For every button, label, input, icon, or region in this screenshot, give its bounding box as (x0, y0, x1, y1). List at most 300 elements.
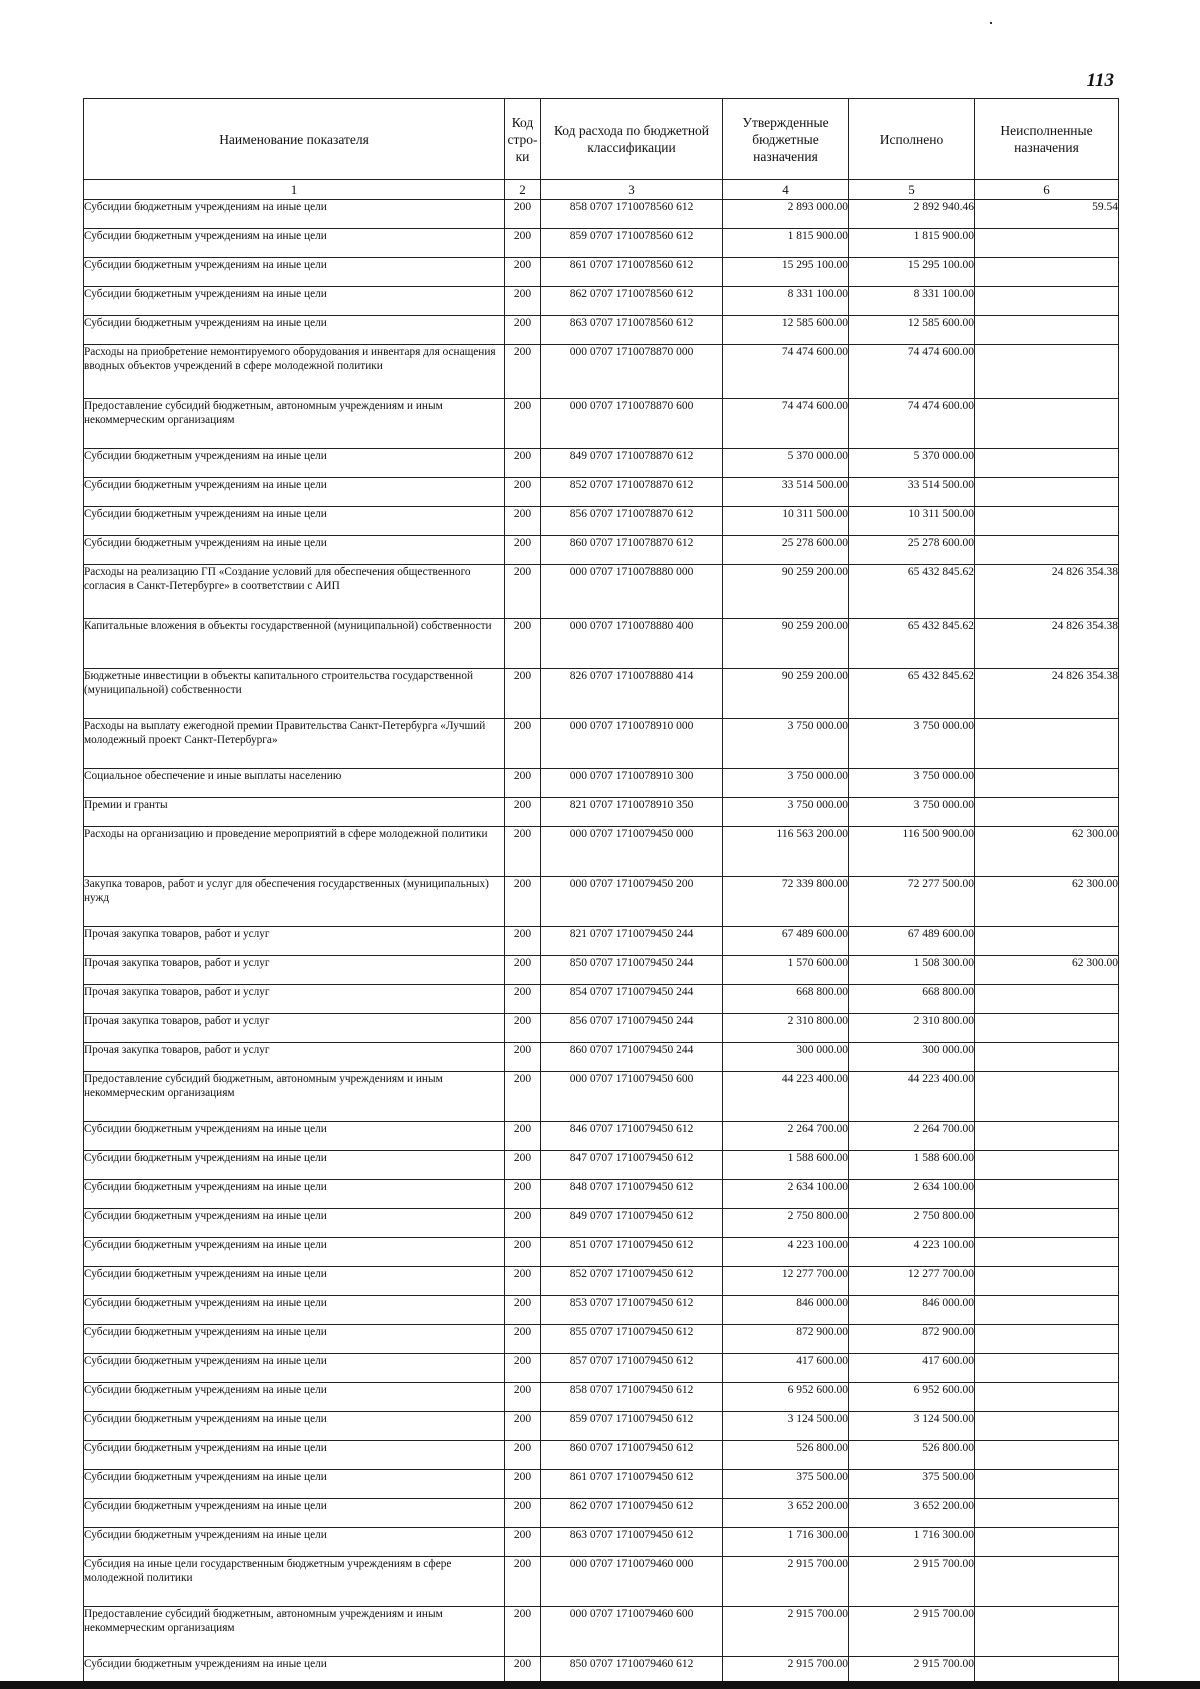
row-name-cell: Бюджетные инвестиции в объекты капитального строительства государственной (муниципальной) собственности (84, 669, 505, 719)
table-row (84, 927, 1119, 956)
row-executed-cell: 2 310 800.00 (849, 1014, 975, 1043)
row-budget-code-cell: 856 0707 1710079450 244 (541, 1014, 723, 1043)
row-line-code-cell: 200 (505, 1383, 541, 1412)
row-executed-cell: 3 750 000.00 (849, 769, 975, 798)
col-header-executed: Исполнено (849, 99, 975, 180)
row-unexecuted-cell (975, 1267, 1119, 1296)
row-unexecuted-cell (975, 985, 1119, 1014)
col-header-line-code: Код стро-ки (505, 99, 541, 180)
row-line-code-cell: 200 (505, 956, 541, 985)
row-approved-cell: 3 124 500.00 (723, 1412, 849, 1441)
row-unexecuted-cell (975, 287, 1119, 316)
budget-execution-table (83, 98, 1119, 1686)
row-line-code-cell: 200 (505, 1441, 541, 1470)
row-name-cell: Расходы на организацию и проведение мероприятий в сфере молодежной политики (84, 827, 505, 877)
row-approved-cell: 90 259 200.00 (723, 619, 849, 669)
row-unexecuted-cell (975, 1528, 1119, 1557)
table-row (84, 316, 1119, 345)
row-line-code-cell: 200 (505, 229, 541, 258)
table-row (84, 619, 1119, 669)
row-approved-cell: 12 277 700.00 (723, 1267, 849, 1296)
row-name-cell: Субсидии бюджетным учреждениям на иные цели (84, 478, 505, 507)
row-executed-cell: 375 500.00 (849, 1470, 975, 1499)
row-executed-cell: 2 264 700.00 (849, 1122, 975, 1151)
table-row (84, 1122, 1119, 1151)
table-row (84, 827, 1119, 877)
row-line-code-cell: 200 (505, 1209, 541, 1238)
col-header-approved: Утвержденные бюджетные назначения (723, 99, 849, 180)
row-line-code-cell: 200 (505, 1657, 541, 1686)
row-budget-code-cell: 854 0707 1710079450 244 (541, 985, 723, 1014)
table-row (84, 719, 1119, 769)
table-row (84, 536, 1119, 565)
row-executed-cell: 3 750 000.00 (849, 719, 975, 769)
table-row (84, 1412, 1119, 1441)
row-line-code-cell: 200 (505, 507, 541, 536)
table-row (84, 669, 1119, 719)
row-budget-code-cell: 000 0707 1710078880 000 (541, 565, 723, 619)
row-executed-cell: 3 652 200.00 (849, 1499, 975, 1528)
row-approved-cell: 116 563 200.00 (723, 827, 849, 877)
row-executed-cell: 1 815 900.00 (849, 229, 975, 258)
row-approved-cell: 44 223 400.00 (723, 1072, 849, 1122)
row-executed-cell: 6 952 600.00 (849, 1383, 975, 1412)
row-budget-code-cell: 000 0707 1710079460 000 (541, 1557, 723, 1607)
row-line-code-cell: 200 (505, 258, 541, 287)
row-budget-code-cell: 861 0707 1710079450 612 (541, 1470, 723, 1499)
table-row (84, 1383, 1119, 1412)
table-row (84, 1528, 1119, 1557)
row-line-code-cell: 200 (505, 1267, 541, 1296)
row-name-cell: Субсидии бюджетным учреждениям на иные цели (84, 1354, 505, 1383)
row-unexecuted-cell (975, 927, 1119, 956)
row-executed-cell: 65 432 845.62 (849, 669, 975, 719)
row-approved-cell: 4 223 100.00 (723, 1238, 849, 1267)
row-line-code-cell: 200 (505, 619, 541, 669)
row-approved-cell: 1 815 900.00 (723, 229, 849, 258)
col-header-budget-code: Код расхода по бюджетной классификации (541, 99, 723, 180)
row-budget-code-cell: 000 0707 1710078880 400 (541, 619, 723, 669)
row-unexecuted-cell (975, 1072, 1119, 1122)
table-row (84, 1607, 1119, 1657)
row-approved-cell: 2 310 800.00 (723, 1014, 849, 1043)
row-approved-cell: 10 311 500.00 (723, 507, 849, 536)
row-name-cell: Субсидии бюджетным учреждениям на иные цели (84, 1296, 505, 1325)
row-approved-cell: 67 489 600.00 (723, 927, 849, 956)
row-executed-cell: 2 892 940.46 (849, 200, 975, 229)
row-line-code-cell: 200 (505, 478, 541, 507)
row-name-cell: Субсидии бюджетным учреждениям на иные цели (84, 1528, 505, 1557)
row-budget-code-cell: 000 0707 1710079450 600 (541, 1072, 723, 1122)
row-line-code-cell: 200 (505, 449, 541, 478)
row-executed-cell: 5 370 000.00 (849, 449, 975, 478)
row-name-cell: Предоставление субсидий бюджетным, автономным учреждениям и иным некоммерческим организациям (84, 1072, 505, 1122)
row-unexecuted-cell (975, 536, 1119, 565)
row-budget-code-cell: 850 0707 1710079450 244 (541, 956, 723, 985)
col-number: 3 (541, 180, 723, 200)
row-budget-code-cell: 821 0707 1710078910 350 (541, 798, 723, 827)
row-unexecuted-cell (975, 1209, 1119, 1238)
row-unexecuted-cell: 62 300.00 (975, 956, 1119, 985)
row-executed-cell: 1 716 300.00 (849, 1528, 975, 1557)
row-unexecuted-cell: 62 300.00 (975, 877, 1119, 927)
row-executed-cell: 65 432 845.62 (849, 619, 975, 669)
table-row (84, 1296, 1119, 1325)
row-unexecuted-cell (975, 798, 1119, 827)
row-name-cell: Расходы на приобретение немонтируемого оборудования и инвентаря для оснащения вводных объектов учреждений в сфере молодежной политики (84, 345, 505, 399)
row-budget-code-cell: 821 0707 1710079450 244 (541, 927, 723, 956)
row-executed-cell: 4 223 100.00 (849, 1238, 975, 1267)
row-approved-cell: 846 000.00 (723, 1296, 849, 1325)
row-name-cell: Расходы на реализацию ГП «Создание условий для обеспечения общественного согласия в Санкт-Петербурге» в соответствии с АИП (84, 565, 505, 619)
row-name-cell: Субсидии бюджетным учреждениям на иные цели (84, 1412, 505, 1441)
row-budget-code-cell: 861 0707 1710078560 612 (541, 258, 723, 287)
table-row (84, 769, 1119, 798)
row-approved-cell: 2 915 700.00 (723, 1557, 849, 1607)
row-executed-cell: 872 900.00 (849, 1325, 975, 1354)
table-row (84, 877, 1119, 927)
row-name-cell: Прочая закупка товаров, работ и услуг (84, 1043, 505, 1072)
row-name-cell: Премии и гранты (84, 798, 505, 827)
row-name-cell: Прочая закупка товаров, работ и услуг (84, 956, 505, 985)
row-name-cell: Субсидии бюджетным учреждениям на иные цели (84, 536, 505, 565)
row-executed-cell: 2 634 100.00 (849, 1180, 975, 1209)
row-budget-code-cell: 847 0707 1710079450 612 (541, 1151, 723, 1180)
table-row (84, 1354, 1119, 1383)
row-approved-cell: 1 570 600.00 (723, 956, 849, 985)
row-approved-cell: 12 585 600.00 (723, 316, 849, 345)
row-budget-code-cell: 860 0707 1710078870 612 (541, 536, 723, 565)
row-budget-code-cell: 852 0707 1710079450 612 (541, 1267, 723, 1296)
row-unexecuted-cell (975, 316, 1119, 345)
row-approved-cell: 3 750 000.00 (723, 719, 849, 769)
row-line-code-cell: 200 (505, 1470, 541, 1499)
table-row (84, 1557, 1119, 1607)
row-approved-cell: 872 900.00 (723, 1325, 849, 1354)
row-name-cell: Субсидии бюджетным учреждениям на иные цели (84, 258, 505, 287)
row-executed-cell: 668 800.00 (849, 985, 975, 1014)
row-name-cell: Социальное обеспечение и иные выплаты населению (84, 769, 505, 798)
row-unexecuted-cell (975, 1238, 1119, 1267)
row-executed-cell: 300 000.00 (849, 1043, 975, 1072)
table-row (84, 1209, 1119, 1238)
row-budget-code-cell: 858 0707 1710079450 612 (541, 1383, 723, 1412)
row-approved-cell: 6 952 600.00 (723, 1383, 849, 1412)
row-line-code-cell: 200 (505, 1151, 541, 1180)
row-unexecuted-cell: 24 826 354.38 (975, 619, 1119, 669)
row-executed-cell: 116 500 900.00 (849, 827, 975, 877)
row-budget-code-cell: 863 0707 1710079450 612 (541, 1528, 723, 1557)
row-line-code-cell: 200 (505, 1072, 541, 1122)
row-executed-cell: 3 750 000.00 (849, 798, 975, 827)
row-name-cell: Субсидии бюджетным учреждениям на иные цели (84, 1151, 505, 1180)
page-number: 113 (1086, 70, 1114, 91)
row-budget-code-cell: 862 0707 1710078560 612 (541, 287, 723, 316)
row-name-cell: Расходы на выплату ежегодной премии Правительства Санкт-Петербурга «Лучший молодежный проект Санкт-Петербурга» (84, 719, 505, 769)
row-executed-cell: 65 432 845.62 (849, 565, 975, 619)
row-unexecuted-cell: 59.54 (975, 200, 1119, 229)
row-name-cell: Субсидии бюджетным учреждениям на иные цели (84, 1209, 505, 1238)
row-name-cell: Капитальные вложения в объекты государственной (муниципальной) собственности (84, 619, 505, 669)
table-row (84, 1151, 1119, 1180)
row-approved-cell: 90 259 200.00 (723, 565, 849, 619)
row-name-cell: Субсидии бюджетным учреждениям на иные цели (84, 507, 505, 536)
table-row (84, 507, 1119, 536)
row-name-cell: Субсидии бюджетным учреждениям на иные цели (84, 1180, 505, 1209)
row-approved-cell: 2 915 700.00 (723, 1657, 849, 1686)
row-line-code-cell: 200 (505, 1557, 541, 1607)
row-name-cell: Закупка товаров, работ и услуг для обеспечения государственных (муниципальных) нужд (84, 877, 505, 927)
row-line-code-cell: 200 (505, 1499, 541, 1528)
row-approved-cell: 90 259 200.00 (723, 669, 849, 719)
row-executed-cell: 25 278 600.00 (849, 536, 975, 565)
table-row (84, 1238, 1119, 1267)
row-executed-cell: 3 124 500.00 (849, 1412, 975, 1441)
row-approved-cell: 8 331 100.00 (723, 287, 849, 316)
row-approved-cell: 2 915 700.00 (723, 1607, 849, 1657)
row-executed-cell: 67 489 600.00 (849, 927, 975, 956)
row-approved-cell: 417 600.00 (723, 1354, 849, 1383)
table-row (84, 1470, 1119, 1499)
table-row (84, 1072, 1119, 1122)
table-row (84, 399, 1119, 449)
row-line-code-cell: 200 (505, 1607, 541, 1657)
row-line-code-cell: 200 (505, 1238, 541, 1267)
row-budget-code-cell: 860 0707 1710079450 244 (541, 1043, 723, 1072)
row-unexecuted-cell (975, 1151, 1119, 1180)
row-unexecuted-cell: 62 300.00 (975, 827, 1119, 877)
row-unexecuted-cell (975, 769, 1119, 798)
row-name-cell: Субсидии бюджетным учреждениям на иные цели (84, 200, 505, 229)
row-executed-cell: 1 588 600.00 (849, 1151, 975, 1180)
table-row (84, 1267, 1119, 1296)
row-line-code-cell: 200 (505, 927, 541, 956)
row-unexecuted-cell (975, 507, 1119, 536)
row-line-code-cell: 200 (505, 769, 541, 798)
table-row (84, 1014, 1119, 1043)
row-budget-code-cell: 862 0707 1710079450 612 (541, 1499, 723, 1528)
table-row (84, 565, 1119, 619)
row-budget-code-cell: 855 0707 1710079450 612 (541, 1325, 723, 1354)
row-budget-code-cell: 000 0707 1710078870 600 (541, 399, 723, 449)
table-row (84, 478, 1119, 507)
table-row (84, 345, 1119, 399)
row-approved-cell: 2 750 800.00 (723, 1209, 849, 1238)
row-line-code-cell: 200 (505, 798, 541, 827)
col-header-unexecuted: Неисполненные назначения (975, 99, 1119, 180)
row-line-code-cell: 200 (505, 1354, 541, 1383)
row-budget-code-cell: 848 0707 1710079450 612 (541, 1180, 723, 1209)
scan-edge (0, 1681, 1200, 1689)
row-executed-cell: 2 750 800.00 (849, 1209, 975, 1238)
row-line-code-cell: 200 (505, 1014, 541, 1043)
row-unexecuted-cell (975, 1557, 1119, 1607)
row-budget-code-cell: 000 0707 1710078910 000 (541, 719, 723, 769)
row-budget-code-cell: 000 0707 1710079450 000 (541, 827, 723, 877)
row-name-cell: Субсидии бюджетным учреждениям на иные цели (84, 1383, 505, 1412)
row-line-code-cell: 200 (505, 316, 541, 345)
row-unexecuted-cell (975, 1014, 1119, 1043)
header-row (84, 99, 1119, 180)
row-unexecuted-cell (975, 1441, 1119, 1470)
row-name-cell: Субсидии бюджетным учреждениям на иные цели (84, 229, 505, 258)
row-executed-cell: 846 000.00 (849, 1296, 975, 1325)
row-approved-cell: 33 514 500.00 (723, 478, 849, 507)
row-line-code-cell: 200 (505, 345, 541, 399)
row-approved-cell: 1 588 600.00 (723, 1151, 849, 1180)
row-budget-code-cell: 856 0707 1710078870 612 (541, 507, 723, 536)
row-budget-code-cell: 857 0707 1710079450 612 (541, 1354, 723, 1383)
row-unexecuted-cell (975, 1354, 1119, 1383)
row-unexecuted-cell (975, 258, 1119, 287)
row-unexecuted-cell (975, 1122, 1119, 1151)
row-unexecuted-cell (975, 449, 1119, 478)
row-approved-cell: 300 000.00 (723, 1043, 849, 1072)
row-line-code-cell: 200 (505, 200, 541, 229)
row-name-cell: Прочая закупка товаров, работ и услуг (84, 927, 505, 956)
row-line-code-cell: 200 (505, 1122, 541, 1151)
row-name-cell: Предоставление субсидий бюджетным, автономным учреждениям и иным некоммерческим организациям (84, 399, 505, 449)
row-executed-cell: 2 915 700.00 (849, 1657, 975, 1686)
row-approved-cell: 526 800.00 (723, 1441, 849, 1470)
table-row (84, 1499, 1119, 1528)
row-line-code-cell: 200 (505, 1043, 541, 1072)
table-row (84, 229, 1119, 258)
row-line-code-cell: 200 (505, 1296, 541, 1325)
row-name-cell: Субсидии бюджетным учреждениям на иные цели (84, 1470, 505, 1499)
row-approved-cell: 668 800.00 (723, 985, 849, 1014)
row-executed-cell: 74 474 600.00 (849, 399, 975, 449)
row-unexecuted-cell (975, 345, 1119, 399)
table-row (84, 258, 1119, 287)
col-header-name: Наименование показателя (84, 99, 505, 180)
row-executed-cell: 12 585 600.00 (849, 316, 975, 345)
row-executed-cell: 2 915 700.00 (849, 1607, 975, 1657)
row-executed-cell: 44 223 400.00 (849, 1072, 975, 1122)
row-budget-code-cell: 849 0707 1710078870 612 (541, 449, 723, 478)
row-budget-code-cell: 846 0707 1710079450 612 (541, 1122, 723, 1151)
row-approved-cell: 5 370 000.00 (723, 449, 849, 478)
row-budget-code-cell: 860 0707 1710079450 612 (541, 1441, 723, 1470)
row-unexecuted-cell (975, 719, 1119, 769)
row-unexecuted-cell (975, 478, 1119, 507)
row-budget-code-cell: 851 0707 1710079450 612 (541, 1238, 723, 1267)
row-executed-cell: 417 600.00 (849, 1354, 975, 1383)
row-executed-cell: 10 311 500.00 (849, 507, 975, 536)
row-approved-cell: 2 634 100.00 (723, 1180, 849, 1209)
row-executed-cell: 15 295 100.00 (849, 258, 975, 287)
row-name-cell: Прочая закупка товаров, работ и услуг (84, 985, 505, 1014)
row-line-code-cell: 200 (505, 877, 541, 927)
table-row (84, 956, 1119, 985)
row-line-code-cell: 200 (505, 536, 541, 565)
row-budget-code-cell: 000 0707 1710078910 300 (541, 769, 723, 798)
col-number: 6 (975, 180, 1119, 200)
row-approved-cell: 74 474 600.00 (723, 345, 849, 399)
row-executed-cell: 2 915 700.00 (849, 1557, 975, 1607)
scan-speck (990, 22, 992, 24)
table-row (84, 1180, 1119, 1209)
row-approved-cell: 2 893 000.00 (723, 200, 849, 229)
row-line-code-cell: 200 (505, 1528, 541, 1557)
table-row (84, 1325, 1119, 1354)
row-line-code-cell: 200 (505, 719, 541, 769)
row-name-cell: Предоставление субсидий бюджетным, автономным учреждениям и иным некоммерческим организациям (84, 1607, 505, 1657)
row-line-code-cell: 200 (505, 287, 541, 316)
row-name-cell: Прочая закупка товаров, работ и услуг (84, 1014, 505, 1043)
row-executed-cell: 8 331 100.00 (849, 287, 975, 316)
row-unexecuted-cell (975, 1296, 1119, 1325)
row-executed-cell: 12 277 700.00 (849, 1267, 975, 1296)
row-line-code-cell: 200 (505, 399, 541, 449)
table-row (84, 1043, 1119, 1072)
row-name-cell: Субсидии бюджетным учреждениям на иные цели (84, 287, 505, 316)
row-budget-code-cell: 000 0707 1710079460 600 (541, 1607, 723, 1657)
row-unexecuted-cell (975, 1325, 1119, 1354)
row-unexecuted-cell (975, 1412, 1119, 1441)
row-budget-code-cell: 858 0707 1710078560 612 (541, 200, 723, 229)
row-name-cell: Субсидии бюджетным учреждениям на иные цели (84, 1325, 505, 1354)
table-row (84, 449, 1119, 478)
row-budget-code-cell: 853 0707 1710079450 612 (541, 1296, 723, 1325)
row-approved-cell: 72 339 800.00 (723, 877, 849, 927)
row-unexecuted-cell: 24 826 354.38 (975, 565, 1119, 619)
row-approved-cell: 3 750 000.00 (723, 769, 849, 798)
row-line-code-cell: 200 (505, 985, 541, 1014)
row-line-code-cell: 200 (505, 565, 541, 619)
row-approved-cell: 375 500.00 (723, 1470, 849, 1499)
table-body (84, 200, 1119, 1686)
row-name-cell: Субсидии бюджетным учреждениям на иные цели (84, 1238, 505, 1267)
row-budget-code-cell: 852 0707 1710078870 612 (541, 478, 723, 507)
row-unexecuted-cell (975, 229, 1119, 258)
row-name-cell: Субсидия на иные цели государственным бюджетным учреждениям в сфере молодежной политики (84, 1557, 505, 1607)
row-unexecuted-cell (975, 1607, 1119, 1657)
row-unexecuted-cell (975, 1180, 1119, 1209)
row-approved-cell: 1 716 300.00 (723, 1528, 849, 1557)
row-name-cell: Субсидии бюджетным учреждениям на иные цели (84, 1267, 505, 1296)
row-name-cell: Субсидии бюджетным учреждениям на иные цели (84, 1657, 505, 1686)
row-name-cell: Субсидии бюджетным учреждениям на иные цели (84, 1441, 505, 1470)
row-name-cell: Субсидии бюджетным учреждениям на иные цели (84, 1122, 505, 1151)
row-approved-cell: 3 750 000.00 (723, 798, 849, 827)
table-row (84, 287, 1119, 316)
row-name-cell: Субсидии бюджетным учреждениям на иные цели (84, 316, 505, 345)
table-row (84, 985, 1119, 1014)
row-unexecuted-cell (975, 399, 1119, 449)
row-unexecuted-cell (975, 1470, 1119, 1499)
row-approved-cell: 25 278 600.00 (723, 536, 849, 565)
row-line-code-cell: 200 (505, 1325, 541, 1354)
row-unexecuted-cell (975, 1383, 1119, 1412)
row-budget-code-cell: 850 0707 1710079460 612 (541, 1657, 723, 1686)
row-budget-code-cell: 000 0707 1710078870 000 (541, 345, 723, 399)
row-approved-cell: 15 295 100.00 (723, 258, 849, 287)
row-unexecuted-cell (975, 1499, 1119, 1528)
column-number-row (84, 180, 1119, 200)
row-name-cell: Субсидии бюджетным учреждениям на иные цели (84, 1499, 505, 1528)
col-number: 4 (723, 180, 849, 200)
row-budget-code-cell: 859 0707 1710078560 612 (541, 229, 723, 258)
row-budget-code-cell: 000 0707 1710079450 200 (541, 877, 723, 927)
table-row (84, 1441, 1119, 1470)
row-line-code-cell: 200 (505, 1412, 541, 1441)
col-number: 2 (505, 180, 541, 200)
table-row (84, 798, 1119, 827)
row-executed-cell: 526 800.00 (849, 1441, 975, 1470)
row-approved-cell: 3 652 200.00 (723, 1499, 849, 1528)
row-budget-code-cell: 863 0707 1710078560 612 (541, 316, 723, 345)
